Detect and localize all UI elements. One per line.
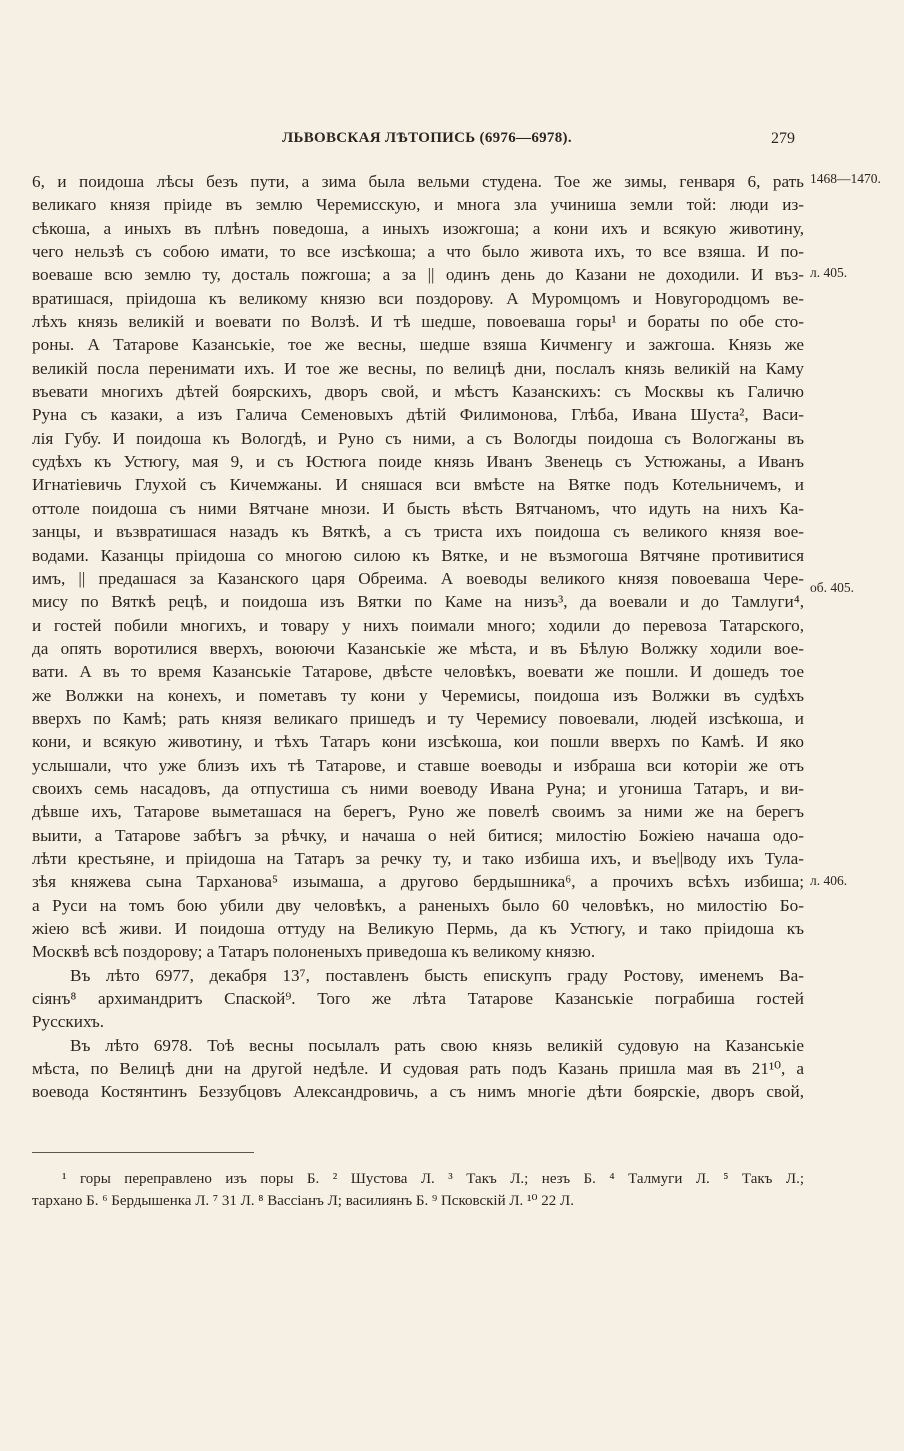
text-line: зѣя княжева сына Тарханова⁵ изымаша, а другово бердышника⁶, а прочихъ всѣхъ избиша; (32, 872, 804, 892)
text-line: 6, и поидоша лѣсы безъ пути, а зима была вельми студена. Тое же зимы, генваря 6, рать (32, 172, 804, 191)
page-number: 279 (771, 130, 795, 147)
text-line: выити, а Татарове забѣгъ за рѣчку, и начаша о ней битися; милостію Божіею начаша одо- (32, 825, 804, 845)
text-line: Руна съ казаки, а изъ Галича Семеновыхъ дѣтій Филимонова, Глѣба, Ивана Шуста², Васи- (32, 405, 804, 425)
text-line: лѣти крестьяне, и пріидоша на Татаръ за речку ту, и тако избиша ихъ, и въе||воду ихъ Тула- (32, 848, 804, 868)
text-line: воеваше всю землю ту, досталь пожгоша; а за || одинъ день до Казани не доходили. И въз- (32, 265, 804, 285)
text-line: Москвѣ всѣ поздорову; а Татаръ полоненыхъ приведоша къ великому князю. (32, 942, 596, 962)
text-line: водами. Казанцы пріидоша со многою силою къ Вятке, и не възмогоша Вятчяне противитися (32, 545, 804, 565)
text-line: сѣкоша, а иныхъ въ плѣнъ поведоша, а иныхъ изожгоша; а кони ихъ и всякую животину, (32, 218, 804, 238)
text-line: своихъ семь насадовъ, да отпустиша съ ними воеводу Ивана Руна; и угониша Татаръ, и ви- (32, 778, 804, 798)
text-line: великаго князя пріиде въ землю Черемисскую, и многа зла учиниша земли той: люди из- (32, 195, 804, 215)
margin-note-folio-406: л. 406. (810, 873, 848, 888)
footnote-rule (32, 1152, 254, 1153)
text-line: вати. А въ то время Казанськіе Татарове, двѣсте человѣкъ, воевати же пошли. И дошедъ тое (32, 662, 804, 682)
text-line: занцы, и възвратишася назадъ къ Вяткѣ, а съ триста ихъ поидоша съ великого князя вое- (32, 522, 804, 542)
text-line: имъ, || предашася за Казанского царя Обреима. А воеводы великого князя повоеваша Чере- (32, 568, 804, 588)
text-line: вверхъ по Камѣ; рать князя великаго пришедъ и ту Черемису повоевали, людей изсѣкоша, и (32, 708, 804, 728)
body-text (32, 170, 804, 1104)
text-line: сіянъ⁸ архимандритъ Спаской⁹. Того же лѣта Татарове Казанськіе пограбиша гостей (32, 989, 804, 1009)
text-line: Игнатіевичь Глухой съ Кичемжаны. И сняшася вси вмѣсте на Вятке подъ Котельничемъ, и (32, 475, 804, 495)
text-line: мису по Вяткѣ рецѣ, и поидоша изъ Вятки по Каме на низъ³, да воевали и до Тамлуги⁴, (32, 592, 804, 612)
margin-note-folio-405-verso: об. 405. (810, 580, 854, 595)
margin-note-folio-405: л. 405. (810, 265, 848, 280)
text-line: и гостей побили многихъ, и товару у нихъ поимали много; ходили до перевоза Татарского, (32, 615, 804, 635)
text-line: въевати многихъ дѣтей боярскихъ, дворъ свой, и мѣстъ Казанскихъ: съ Москвы къ Галичю (32, 382, 804, 402)
margin-note-years: 1468—1470. (810, 171, 881, 186)
text-line: вратишася, пріидоша къ великому князю вси поздорову. А Муромцомъ и Новугородцомъ ве- (32, 288, 804, 308)
text-line: лѣхъ князь великій и воевати по Волзѣ. И тѣ шедше, повоеваша горы¹ и бораты по обе сто- (32, 312, 804, 332)
text-line: кони, и всякую животину, и тѣхъ Татаръ кони изсѣкоша, кои пошли вверхъ по Камѣ. И яко (32, 732, 804, 752)
footnote-line: ¹ горы перепр​авлено изъ поры Б. ² Шустова Л. ³ Такъ Л.; незъ Б. ⁴ Талмуги Л. ⁵ Такъ Л.; (62, 1171, 804, 1187)
text-line: дѣвше ихъ, Татарове выметашася на берегъ, Руно же повелѣ своимъ за ними же на берегъ (32, 802, 804, 822)
text-line: судѣхъ къ Устюгу, мая 9, и съ Юстюга поиде князь Иванъ Звенець съ Устюжаны, а Иванъ (32, 452, 804, 472)
text-line: оттоле поидоша съ ними Вятчане мнози. И бысть вѣсть Вятчаномъ, что идуть на нихъ Ка- (32, 498, 804, 518)
text-line: Въ лѣто 6978. Тоѣ весны посылалъ рать свою князь великій судовую на Казанськіе (70, 1035, 804, 1055)
text-line: роны. А Татарове Казанськіе, тое же весны, шедше взяша Кичменгу и зажгоша. Князь же (32, 335, 804, 355)
text-line: лія Губу. И поидоша къ Вологдѣ, и Руно съ ними, а съ Вологды поидоша съ Вологжаны въ (32, 428, 804, 448)
text-line: мѣста, по Велицѣ дни на другой недѣле. И судовая рать подъ Казань пришла мая въ 21¹⁰, а (32, 1059, 804, 1079)
text-line: да опять воротилися вверхъ, воюючи Казанськіе же мѣста, и въ Бѣлую Волжку ходили вое- (32, 638, 804, 658)
text-line: Въ лѣто 6977, декабря 13⁷, поставленъ бысть епискупъ граду Ростову, именемъ Ва- (70, 965, 804, 985)
footnote-line: тархано Б. ⁶ Бердышенка Л. ⁷ 31 Л. ⁸ Вассіанъ Л; василиянъ Б. ⁹ Псковскій Л. ¹⁰ 22 Л. (32, 1193, 574, 1209)
text-line: услышали, что уже близъ ихъ тѣ Татарове, и ставше воеводы и избраша вси которіи же отъ (32, 755, 804, 775)
text-line: великій посла перенимати ихъ. И тое же весны, по велицѣ дни, послалъ князь великій на Каму (32, 358, 804, 378)
text-line: а Руси на томъ бою убили дву человѣкъ, а раненыхъ было 60 человѣкъ, но милостію Бо- (32, 895, 804, 915)
text-line: чего нельзѣ съ собою имати, то все изсѣкоша; а что было живота ихъ, то все взяша. И по- (32, 242, 804, 262)
running-head: ЛЬВОВСКАЯ ЛѢТОПИСЬ (6976—6978). (282, 130, 572, 146)
footnotes (32, 1168, 804, 1212)
text-line: же Волжки на конехъ, и пометавъ ту кони у Черемисы, поидоша изъ Волжки въ судѣхъ (32, 685, 804, 705)
text-line: жіею всѣ живи. И поидоша оттуду на Великую Пермь, да къ Устюгу, и тако пріидоша къ (32, 919, 804, 938)
text-line: воевода Костянтинъ Беззубцовъ Александровичь, а съ нимъ многіе дѣти боярскіе, дворъ свой, (32, 1082, 804, 1102)
text-line: Русскихъ. (32, 1012, 105, 1032)
